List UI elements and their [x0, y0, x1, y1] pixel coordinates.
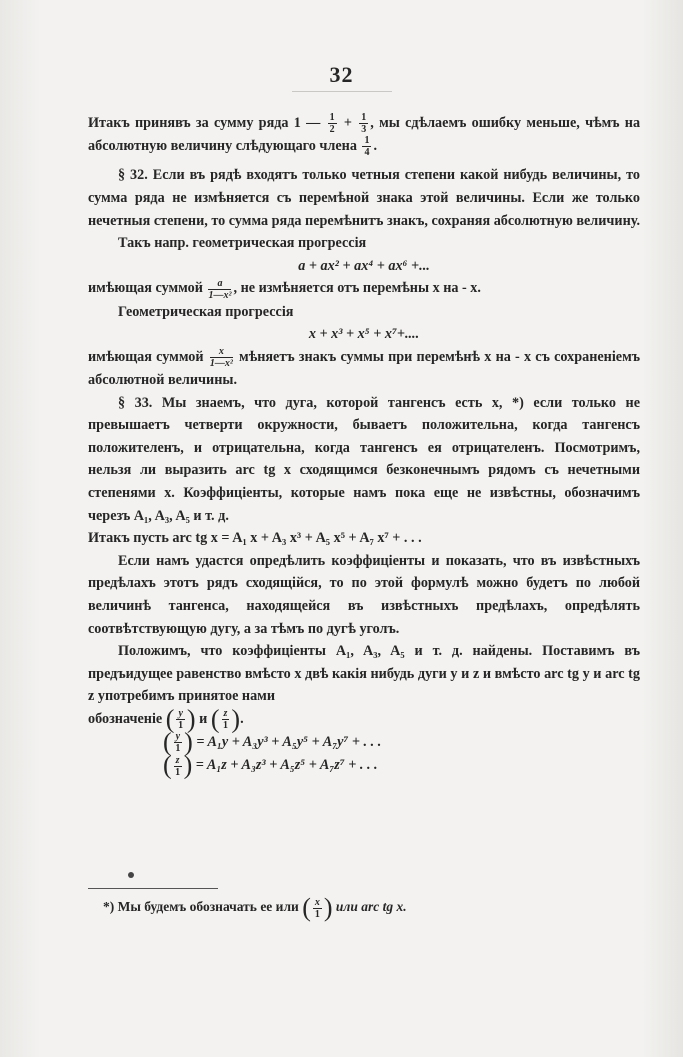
paragraph-sum-even: имѣющая суммой $\frac{a}{\text{1—x²}}$ , не измѣняется отъ перемѣны x на - x.: [88, 277, 481, 301]
paragraph-coefficients: Положимъ, что коэффиціенты A₁, A₃, A₅ и т. д. найдены. Поставимъ въ предъидущее равенство вмѣсто x двѣ какія нибудь дуги y и z и вмѣсто arc tg y и arc tg z употребимъ принятое нами: [88, 643, 640, 705]
fraction-footnote: $\frac{x}{1}$: [314, 896, 320, 920]
paragraph-convergence: Если намъ удастся опредѣлить коэффиціенты и показать, что въ извѣстныхъ предѣлахъ этотъ рядъ сходящiйся, то по этой формулѣ можно будетъ по любой величинѣ тангенса, находящейся въ извѣстныхъ предѣлахъ, опредѣлять соотвѣтствующую дугу, а за тѣмъ по дугѣ уголъ.: [88, 552, 640, 637]
equation-z: ( $\frac{z}{1}$ ) = A₁z + A₃z³ + A₅z⁵ + A₇z⁷ + . . .: [163, 750, 378, 780]
text-span: , мы сдѣлаемъ ошибку: [370, 115, 522, 131]
body-text: [88, 112, 640, 778]
footnote-rule: [88, 888, 218, 889]
fraction-y: $\frac{y}{1}$: [175, 731, 181, 755]
paragraph-32: § 32. Если въ рядѣ входятъ только четныя степени какой нибудь величины, то сумма ряда не измѣняется съ перемѣной знака этой величины. Если же только нечетныя степени, то сумма ряда перемѣнитъ знакъ, сохраняя абсолютную величину.: [88, 167, 640, 229]
fraction-half: $\frac{1}{2}$: [329, 112, 335, 136]
footnote: *) Мы будемъ обозначать ее или ( $\frac{x}{1}$ ) или arc tg x.: [103, 893, 407, 922]
fraction-z: $\frac{z}{1}$: [175, 754, 181, 778]
fraction-y-notation: $\frac{y}{1}$: [178, 708, 184, 732]
paragraph-example: Такъ напр. геометрическая прогрессія: [118, 235, 367, 252]
fraction-quarter: $\frac{1}{4}$: [364, 135, 370, 159]
paragraph-33: § 33. Мы знаемъ, что дуга, которой тангенсъ есть x, *) если только не превышаетъ четверти окружности, бываетъ положительна, когда тангенсъ положителенъ, и отрицательна, когда тангенсъ ея отрицателенъ. Посмотримъ, нельзя ли выразить arc tg x сходящимся безконечнымъ рядомъ съ нечетными степенями x. Коэффиціенты, которые намъ пока еще не извѣстны, обозначимъ черезъ A₁, A₃, A₅ и т. д.: [88, 394, 640, 524]
equation-y-rhs: = A₁y + A₃y³ + A₅y⁵ + A₇y⁷ + . . .: [196, 734, 382, 751]
equation-z-rhs: = A₁z + A₃z³ + A₅z⁵ + A₇z⁷ + . . .: [195, 757, 378, 774]
text-span: меньше, чѣмъ на абсолютную величину слѣдующаго члена: [88, 115, 641, 155]
paragraph-notation: обозначеніе ( $\frac{y}{1}$ ) и ( $\frac{z}{1}$ ).: [88, 704, 244, 734]
equation-geometric-even: a + ax² + ax⁴ + ax⁶ +...: [298, 257, 430, 274]
text-span: Итакъ принявъ за сумму ряда 1 —: [88, 115, 321, 131]
page-number: 32: [329, 62, 354, 87]
text-span: +: [343, 115, 352, 131]
fraction-sum-even: $\frac{a}{\text{1—x²}}$: [208, 277, 232, 301]
fraction-sum-odd: $\frac{x}{\text{1—x²}}$: [209, 346, 233, 370]
paragraph-arctg-series: Итакъ пусть arc tg x = A₁ x + A₃ x³ + A₅ x⁵ + A₇ x⁷ + . . .: [88, 530, 422, 547]
fraction-third: $\frac{1}{3}$: [361, 112, 367, 136]
header-rule: [292, 91, 392, 92]
fraction-z-notation: $\frac{z}{1}$: [222, 708, 228, 732]
ink-spot: [128, 872, 134, 878]
paragraph-sum-odd: имѣющая суммой $\frac{x}{\text{1—x²}}$ мѣняетъ знакъ суммы при перемѣнѣ x на - x съ сохраненiемъ абсолютной величины.: [88, 346, 641, 389]
equation-geometric-odd: x + x³ + x⁵ + x⁷+....: [308, 326, 420, 343]
paragraph-geometric-odd: Геометрическая прогрессія: [118, 303, 294, 320]
paragraph-1: Итакъ принявъ за сумму ряда 1 — $\frac{1}{2}$ + $\frac{1}{3}$ , мы сдѣлаемъ ошибку меньше, чѣмъ на абсолютную величину слѣдующаго члена $\frac{1}{4}$ .: [88, 112, 641, 159]
equation-y: ( $\frac{y}{1}$ ) = A₁y + A₃y³ + A₅y⁵ + A₇y⁷ + . . .: [163, 727, 382, 757]
